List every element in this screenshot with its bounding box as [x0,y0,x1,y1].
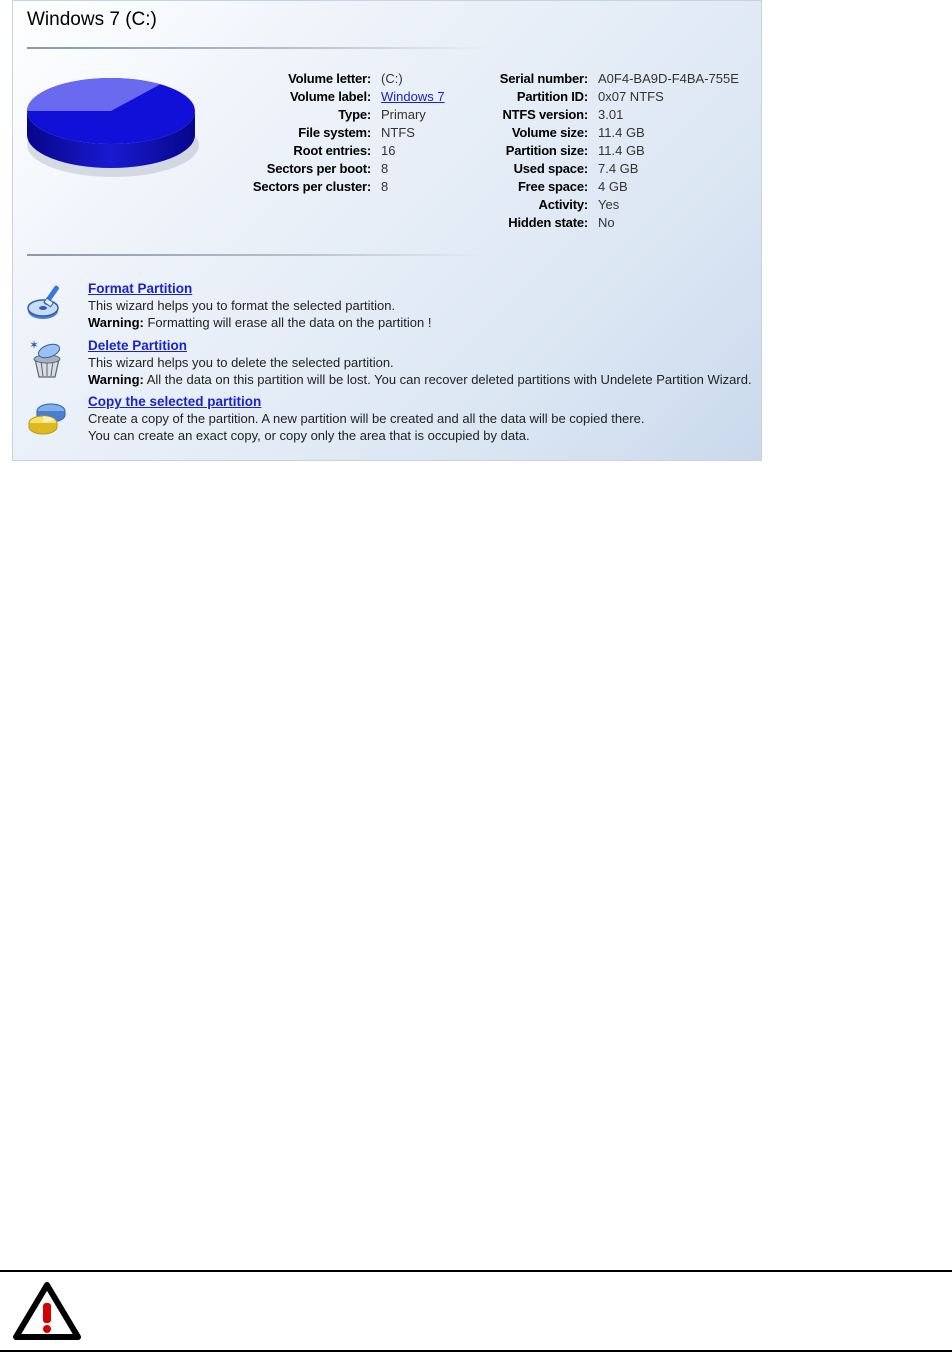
property-label: NTFS version: [502,107,588,122]
disk-usage-pie-chart [21,63,201,183]
copy-disk-icon[interactable] [25,393,69,437]
property-value: NTFS [381,125,415,140]
property-row [453,178,739,196]
property-value: 3.01 [598,107,624,122]
volume-label-link[interactable]: Windows 7 [381,89,445,104]
property-row [193,106,445,124]
property-label: Free space: [517,179,588,194]
property-row [453,70,739,88]
property-row [453,88,739,106]
property-value: No [598,215,615,230]
copy-partition-desc: Create a copy of the partition. A new partition will be created and all the data will be copied there. [88,411,645,426]
property-label: Activity: [538,197,588,212]
property-value: A0F4-BA9D-F4BA-755E [598,71,739,86]
property-label: Sectors per boot: [266,161,371,176]
property-value [371,88,445,106]
delete-partition-link[interactable]: Delete Partition [88,338,188,353]
property-row [453,214,739,232]
delete-partition-warning [88,371,752,388]
divider-top [27,47,487,49]
property-label: Serial number: [499,71,588,86]
property-value: (C:) [381,71,403,86]
property-label: Root entries: [293,143,371,158]
property-label: Hidden state: [508,215,588,230]
property-value: Primary [381,107,426,122]
property-label: Type: [338,107,371,122]
warning-triangle-icon [12,1281,82,1341]
property-row [193,88,445,106]
copy-partition-desc-2: You can create an exact copy, or copy only the area that is occupied by data. [88,428,530,443]
property-row [193,70,445,88]
delete-disk-icon[interactable] [25,337,69,381]
format-partition-desc: This wizard helps you to format the selected partition. [88,298,396,313]
property-value: 0x07 NTFS [598,89,664,104]
property-value: 8 [381,179,389,194]
property-value: 11.4 GB [598,143,645,158]
property-label: Volume letter: [288,71,371,86]
property-row [453,160,739,178]
property-row [193,178,445,196]
property-row [453,142,739,160]
property-row [453,106,739,124]
warning-text: All the data on this partition will be lost. You can recover deleted partitions with Undelete Partition Wizard. [143,372,752,387]
property-row [193,142,445,160]
property-value: 8 [381,161,389,176]
partition-title: Windows 7 (C:) [27,9,157,30]
format-partition-link[interactable]: Format Partition [88,281,193,296]
property-row [193,124,445,142]
property-label: Volume label: [290,89,371,104]
property-value: Yes [598,197,620,212]
property-label: File system: [298,125,371,140]
partition-properties-panel [12,0,762,461]
warning-label: Warning: [88,315,144,330]
property-row [453,196,739,214]
warning-text: Formatting will erase all the data on the partition ! [143,315,432,330]
format-partition-warning [88,314,431,331]
warning-box-bottom-border [0,1350,952,1352]
property-row [453,124,739,142]
property-value: 16 [381,143,396,158]
property-value: 4 GB [598,179,628,194]
warning-label: Warning: [88,372,144,387]
copy-partition-link[interactable]: Copy the selected partition [88,394,262,409]
svg-text:✶: ✶ [29,338,40,352]
property-label: Used space: [513,161,588,176]
divider-bottom [27,254,487,256]
property-value: 11.4 GB [598,125,645,140]
property-label: Partition size: [505,143,588,158]
warning-box-top-border [0,1270,952,1272]
property-value: 7.4 GB [598,161,639,176]
properties-right-column [453,70,739,232]
property-row [193,160,445,178]
format-disk-icon[interactable] [25,280,69,324]
properties-left-column [193,70,445,196]
property-label: Sectors per cluster: [252,179,371,194]
property-label: Partition ID: [516,89,588,104]
property-label: Volume size: [511,125,588,140]
delete-partition-desc: This wizard helps you to delete the selected partition. [88,355,394,370]
